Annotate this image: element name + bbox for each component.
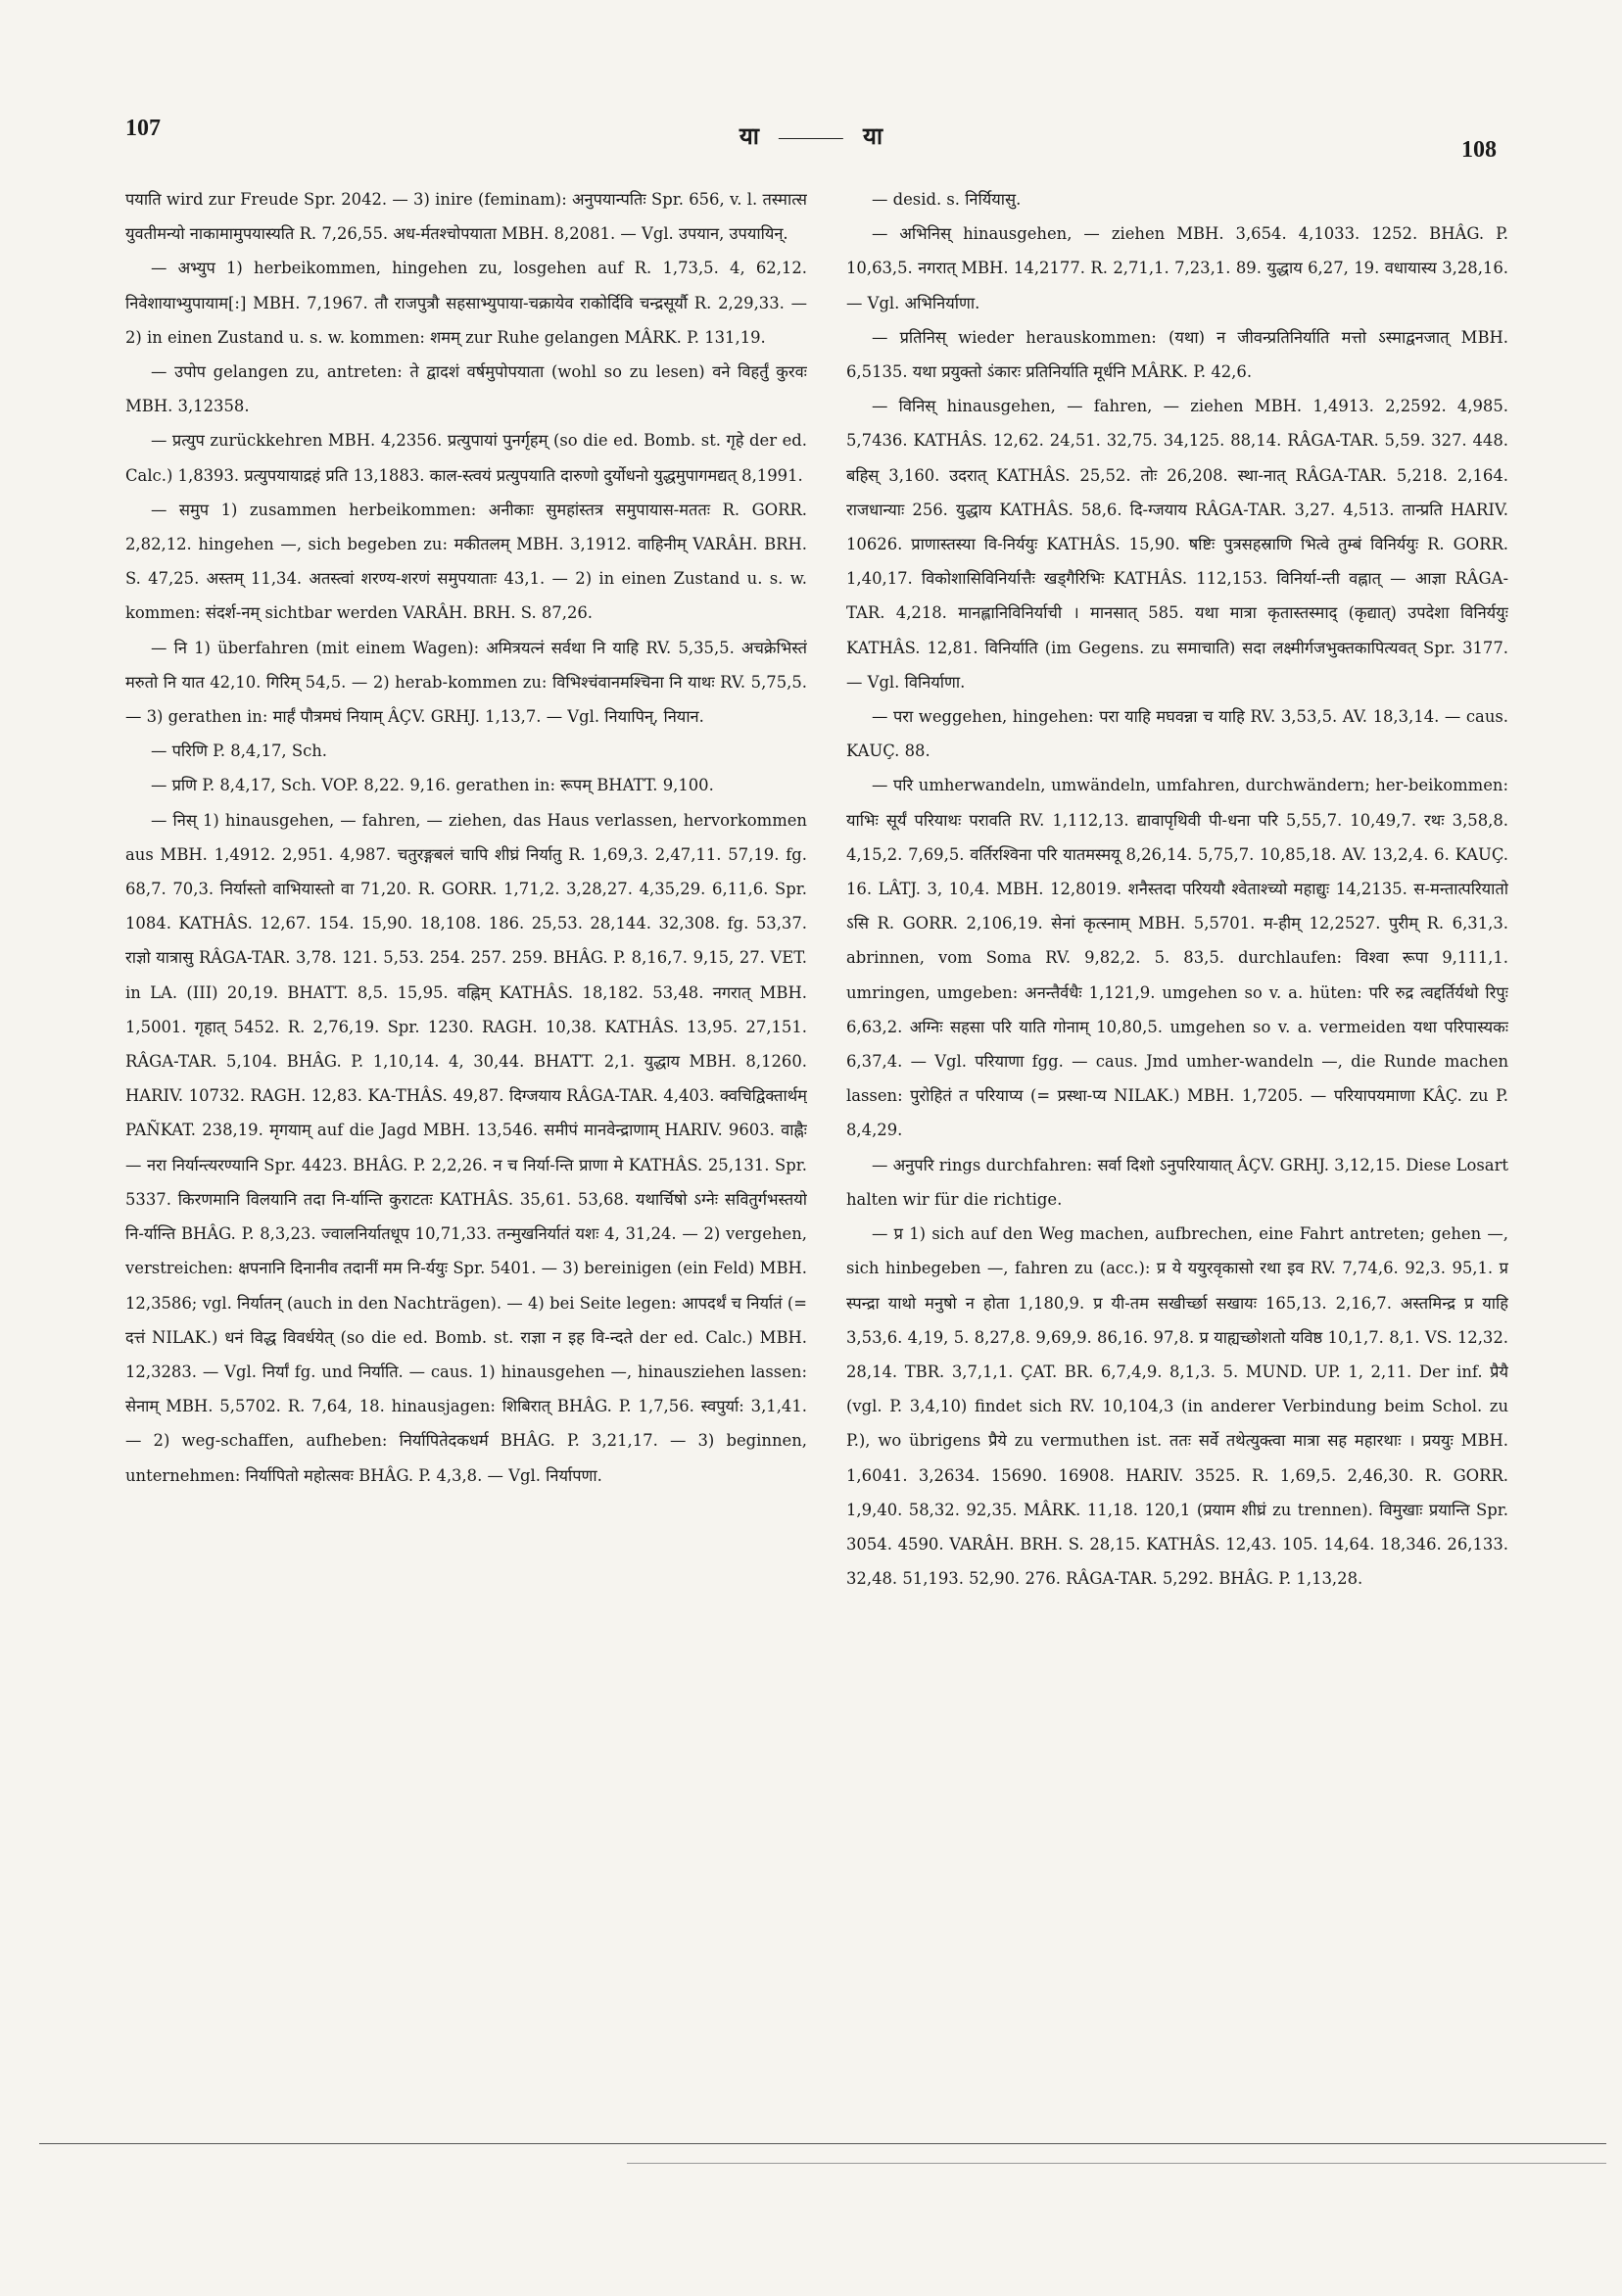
page-number-right: 108 [1461,137,1497,163]
paragraph: — निस् 1) hinausgehen, — fahren, — ziehen, das Haus verlassen, hervorkommen aus MBH. 1,4912. 2,951. 4,987. चतुरङ्गबलं चापि शीघ्रं निर्यातु R. 1,69,3. 2,47,11. 57,19. fg. 68,7. 70,3. निर्यास्तो वाभियास्तो वा 71,20. R. GORR. 1,71,2. 3,28,27. 4,35,29. 6,11,6. Spr. 1084. KATHÂS. 12,67. 154. 15,90. 18,108. 186. 25,53. 28,144. 32,308. fg. 53,37. राज्ञो यात्रासु RÂGA-TAR. 3,78. 121. 5,53. 254. 257. 259. BHÂG. P. 8,16,7. 9,15, 27. VET. in LA. (III) 20,19. BHATT. 8,5. 15,95. वह्निम् KATHÂS. 18,182. 53,48. नगरात् MBH. 1,5001. गृहात् 5452. R. 2,76,19. Spr. 1230. RAGH. 10,38. KATHÂS. 13,95. 27,151. RÂGA-TAR. 5,104. BHÂG. P. 1,10,14. 4, 30,44. BHATT. 2,1. युद्धाय MBH. 8,1260. HARIV. 10732. RAGH. 12,83. KA-THÂS. 49,87. दिग्जयाय RÂGA-TAR. 4,403. क्वचिद्विक्तार्थम् PAÑKAT. 238,19. मृगयाम् auf die Jagd MBH. 13,546. समीपं मानवेन्द्राणाम् HARIV. 9603. वाह्नैः — नरा निर्यान्त्यरण्यानि Spr. 4423. BHÂG. P. 2,2,26. न च निर्या-न्ति प्राणा मे KATHÂS. 25,131. Spr. 5337. किरणमानि विलयानि तदा नि-र्यान्ति कुराटतः KATHÂS. 35,61. 53,68. यथार्चिषो ऽग्नेः सवितुर्गभस्तयो नि-र्यान्ति BHÂG. P. 8,3,23. ज्वालनिर्यातधूप 10,71,33. तन्मुखनिर्यातं यशः 4, 31,24. — 2) vergehen, verstreichen: क्षपनानि दिनानीव तदानीं मम नि-र्ययुः Spr. 5401. — 3) bereinigen (ein Feld) MBH. 12,3586; vgl. निर्यातन् (auch in den Nachträgen). — 4) bei Seite legen: आपदर्थं च निर्यातं (= दत्तं NILAK.) धनं विद्ध विवर्धयेत् (so die ed. Bomb. st. राज्ञा न इह वि-न्दते der ed. Calc.) MBH. 12,3283. — Vgl. निर्यां fg. und निर्याति. — caus. 1) hinausgehen —, hinausziehen lassen: सेनाम् MBH. 5,5702. R. 7,64, 18. hinausjagen: शिबिरात् BHÂG. P. 1,7,56. स्वपुर्या: 3,1,41. — 2) weg-schaffen, aufheben: निर्यापितेदकधर्म BHÂG. P. 3,21,17. — 3) beginnen, unternehmen: निर्यापितो महोत्सवः BHÂG. P. 4,3,8. — Vgl. निर्यापणा. [125,810,807,1485]
paragraph: — प्र 1) sich auf den Weg machen, aufbrechen, eine Fahrt antreten; gehen —, sich hinbegeben —, fahren zu (acc.): प्र ये ययुरवृकासो रथा इव RV. 7,74,6. 92,3. 95,1. प्र स्पन्द्रा याथो मनुषो न होता 1,180,9. प्र यी-तम सखीर्च्छा सखायः 165,13. 2,16,7. अस्तमिन्द्र प्र याहि 3,53,6. 4,19, 5. 8,27,8. 9,69,9. 86,16. 97,8. प्र याह्यच्छोशतो यविष्ठ 10,1,7. 8,1. VS. 12,32. 28,14. TBR. 3,7,1,1. ÇAT. BR. 6,7,4,9. 8,1,3. 5. MUND. UP. 1, 2,11. Der inf. प्रैयै (vgl. P. 3,4,10) findet sich RV. 10,104,3 (in anderer Verbindung beim Schol. zu P.), wo übrigens प्रैये zu vermuthen ist. ततः सर्वे तथेत्युक्त्वा मात्रा सह महारथाः । प्रययुः MBH. 1,6041. 3,2634. 15690. 16908. HARIV. 3525. R. 1,69,5. 2,46,30. R. GORR. 1,9,40. 58,32. 92,35. MÂRK. 11,18. 120,1 (प्रयाम शीघ्रं zu trennen). विमुखाः प्रयान्ति Spr. 3054. 4590. VARÂH. BRH. S. 28,15. KATHÂS. 12,43. 105. 14,64. 18,346. 26,133. 32,48. 51,193. 52,90. 276. RÂGA-TAR. 5,292. BHÂG. P. 1,13,28. [846,1224,1508,1589]
paragraph: — desid. s. निर्यियासु. [872,190,1022,209]
paragraph: — प्रत्युप zurückkehren MBH. 4,2356. प्रत्युपायां पुनर्गृहम् (so die ed. Bomb. st. गृहे der ed. Calc.) 1,8393. प्रत्युपयायाद्रहं प्रति 13,1883. काल-स्त्वयं प्रत्युपयाति दारुणो दुर्योधनो युद्धमुपागमद्यत् 8,1991. [125,431,807,485]
paragraph: — समुप 1) zusammen herbeikommen: अनीकाः सुमहांस्तत्र समुपायास-मततः R. GORR. 2,82,12. hingehen —, sich begeben zu: मकीतलम् MBH. 3,1912. वाहिनीम् VARÂH. BRH. S. 47,25. अस्तम् 11,34. अतस्त्वां शरण्य-शरणं समुपयाताः 43,1. — 2) in einen Zustand u. s. w. kommen: संदर्श-नम् sichtbar werden VARÂH. BRH. S. 87,26. [125,500,807,623]
running-head-dash [779,138,843,139]
running-head-right: या [863,124,883,150]
footer-rule-secondary [627,2163,1606,2164]
left-column [125,182,807,2131]
footer-rule [39,2143,1606,2144]
paragraph: — उपोप gelangen zu, antreten: ते द्वादशं वर्षमुपोपयाता (wohl so zu lesen) वने विहर्तुं कुरवः MBH. 3,12358. [125,362,807,416]
paragraph: — परि umherwandeln, umwändeln, umfahren, durchwändern; her-beikommen: याभिः सूर्यं परियाथः परावति RV. 1,112,13. द्यावापृथिवी पी-धना परि 5,55,7. 10,49,7. रथः 3,58,8. 4,15,2. 7,69,5. वर्तिरश्विना परि यातमस्मयू 8,26,14. 5,75,7. 10,85,18. AV. 13,2,4. 6. KAUÇ. 16. LÂTJ. 3, 10,4. MBH. 12,8019. शनैस्तदा परिययौ श्वेताश्च्यो महाद्युः 14,2135. स-मन्तात्परियातो ऽसि R. GORR. 2,106,19. सेनां कृत्स्नाम् MBH. 5,5701. म-हीम् 12,2527. पुरीम् R. 6,31,3. abrinnen, vom Soma RV. 9,82,2. 5. 83,5. durchlaufen: विश्वा रूपा 9,111,1. umringen, umgeben: अनन्तैर्वधैः 1,121,9. umgehen so v. a. hüten: परि रुद्र त्वद्दर्तिर्यथो रिपुः 6,63,2. अग्निः सहसा परि याति गोनाम् 10,80,5. umgehen so v. a. vermeiden यथा परिपास्यकः 6,37,4. — Vgl. परियाणा fgg. — caus. Jmd umher-wandeln —, die Runde machen lassen: पुरोहितं त परियाप्य (= प्रस्था-प्य NILAK.) MBH. 1,7205. — परियापयमाणा KÂÇ. zu P. 8,4,29. [846,776,1508,1140]
page-header [125,116,1497,163]
paragraph: — अनुपरि rings durchfahren: सर्वा दिशो ऽनुपरियायात् ÂÇV. GRHJ. 3,12,15. Diese Losart halten wir für die richtige. [846,1155,1508,1209]
running-head [739,120,883,152]
paragraph: — प्रणि P. 8,4,17, Sch. VOP. 8,22. 9,16. gerathen in: रूपम् BHATT. 9,100. [151,776,714,795]
paragraph: पयाति wird zur Freude Spr. 2042. — 3) inire (feminam): अनुपयान्पतिः Spr. 656, v. l. तस्मात्स युवतीमन्यो नाकामामुपयास्यति R. 7,26,55. अध-र्मतश्चोपयाता MBH. 8,2081. — Vgl. उपयान, उपयायिन्. [125,190,807,244]
right-column [846,182,1508,2131]
paragraph: — प्रतिनिस् wieder herauskommen: (यथा) न जीवन्प्रतिनिर्याति मत्तो ऽस्माद्वनजात् MBH. 6,5135. यथा प्रयुक्तो ऽंकारः प्रतिनिर्याति मूर्धनि MÂRK. P. 42,6. [846,327,1508,382]
page-number-left: 107 [125,116,161,141]
paragraph: — परा weggehen, hingehen: परा याहि मघवन्ना च याहि RV. 3,53,5. AV. 18,3,14. — caus. KAUÇ. 88. [846,707,1508,761]
paragraph: — अभ्युप 1) herbeikommen, hingehen zu, losgehen auf R. 1,73,5. 4, 62,12. निवेशायाभ्युपायाम[:] MBH. 7,1967. तौ राजपुत्रौ सहसाभ्युपाया-चक्रायेव राकोर्दिवि चन्द्रसूर्यौ R. 2,29,33. — 2) in einen Zustand u. s. w. kommen: शमम् zur Ruhe gelangen MÂRK. P. 131,19. [125,259,807,347]
paragraph: — विनिस् hinausgehen, — fahren, — ziehen MBH. 1,4913. 2,2592. 4,985. 5,7436. KATHÂS. 12,62. 24,51. 32,75. 34,125. 88,14. RÂGA-TAR. 5,59. 327. 448. बहिस् 3,160. उदरात् KATHÂS. 25,52. तोः 26,208. स्था-नात् RÂGA-TAR. 5,218. 2,164. राजधान्याः 256. युद्धाय KATHÂS. 58,6. दि-ग्जयाय RÂGA-TAR. 3,27. 4,513. तान्प्रति HARIV. 10626. प्राणास्तस्या वि-निर्ययुः KATHÂS. 15,90. षष्टिः पुत्रसहस्राणि भित्वे तुम्बं विनिर्ययुः R. GORR. 1,40,17. विकोशासिविनिर्यात्तैः खड्गैरिभिः KATHÂS. 112,153. विनिर्या-न्ती वह्नात् — आज्ञा RÂGA-TAR. 4,218. मानह्लानिविनिर्याची । मानसात् 585. यथा मात्रा कृतास्तस्माद् (कृद्यात्) उपदेशा विनिर्ययुः KATHÂS. 12,81. विनिर्याति (im Gegens. zu समाचाति) सदा लक्ष्मीर्गजभुक्तकापित्यवत् Spr. 3177. — Vgl. विनिर्याणा. [846,397,1508,692]
paragraph: — नि 1) überfahren (mit einem Wagen): अमित्रयत्नं सर्वथा नि याहि RV. 5,35,5. अचक्रेभिस्तं मरुतो नि यात 42,10. गिरिम् 54,5. — 2) herab-kommen zu: विभिश्चंवानमश्चिना नि याथः RV. 5,75,5. — 3) gerathen in: मार्हं पौत्रमघं नियाम् ÂÇV. GRHJ. 1,13,7. — Vgl. नियापिन्, नियान. [125,638,807,727]
paragraph: — परिणि P. 8,4,17, Sch. [151,741,328,761]
paragraph: — अभिनिस् hinausgehen, — ziehen MBH. 3,654. 4,1033. 1252. BHÂG. P. 10,63,5. नगरात् MBH. 14,2177. R. 2,71,1. 7,23,1. 89. युद्धाय 6,27, 19. वधायास्य 3,28,16. — Vgl. अभिनिर्याणा. [846,224,1508,312]
running-head-left: या [739,124,759,150]
